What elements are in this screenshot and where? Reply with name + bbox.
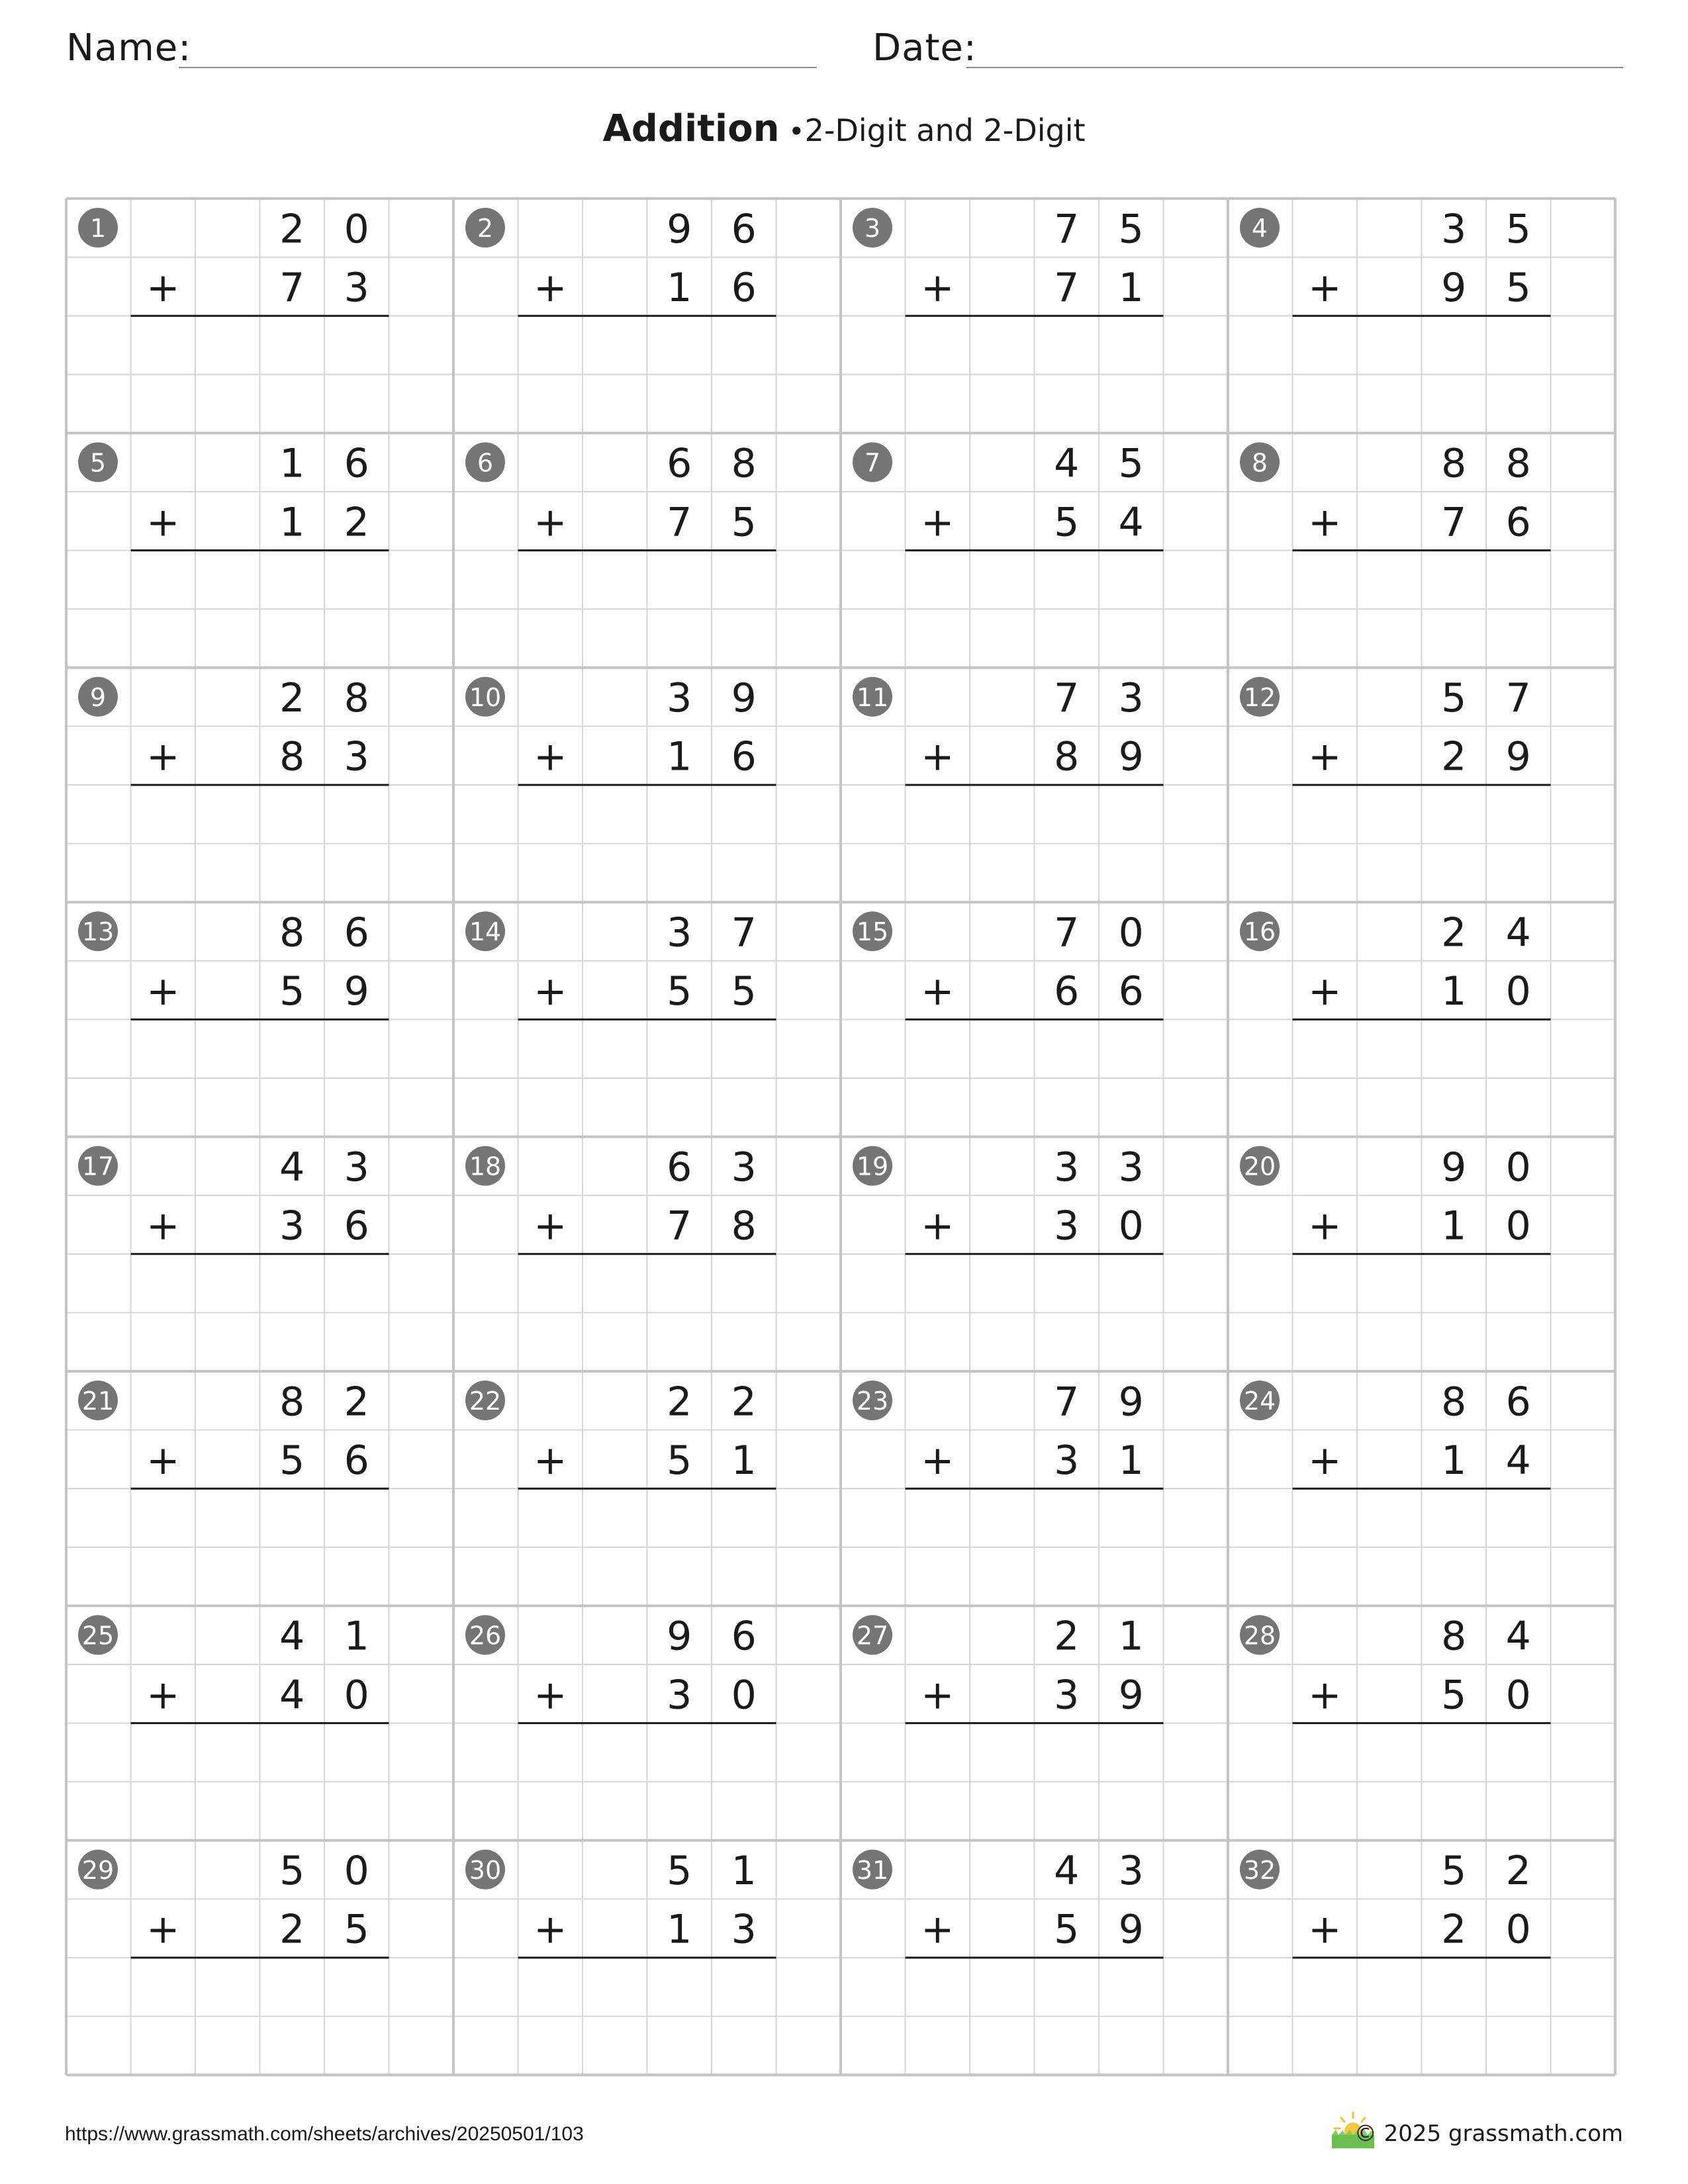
- plus-sign: +: [146, 499, 180, 546]
- bottom-tens-digit: 5: [279, 1437, 305, 1484]
- top-ones-digit: 6: [1505, 1379, 1531, 1426]
- top-tens-digit: 8: [279, 909, 305, 956]
- bottom-ones-digit: 6: [1118, 968, 1144, 1015]
- top-ones-digit: 9: [1118, 1379, 1144, 1426]
- top-ones-digit: 6: [344, 909, 369, 956]
- top-ones-digit: 0: [344, 1848, 369, 1895]
- plus-sign: +: [1308, 1906, 1342, 1953]
- plus-sign: +: [534, 264, 567, 311]
- footer-url[interactable]: https://www.grassmath.com/sheets/archives/20250501/103: [65, 2123, 584, 2145]
- bottom-tens-digit: 3: [1054, 1437, 1080, 1484]
- problem-number: 20: [1243, 1152, 1276, 1181]
- problem-number: 31: [856, 1855, 889, 1885]
- bottom-tens-digit: 4: [279, 1672, 305, 1719]
- bottom-tens-digit: 7: [279, 264, 305, 311]
- bottom-ones-digit: 6: [731, 264, 757, 311]
- bottom-tens-digit: 2: [1441, 733, 1467, 780]
- bottom-tens-digit: 5: [667, 1437, 692, 1484]
- bottom-tens-digit: 7: [667, 1203, 692, 1250]
- title-separator: •: [788, 115, 805, 148]
- bottom-tens-digit: 8: [1054, 733, 1080, 780]
- top-ones-digit: 3: [1118, 675, 1144, 722]
- bottom-tens-digit: 3: [279, 1203, 305, 1250]
- bottom-ones-digit: 5: [1505, 264, 1531, 311]
- top-tens-digit: 2: [279, 206, 305, 253]
- bottom-tens-digit: 5: [1054, 1906, 1080, 1953]
- top-ones-digit: 4: [1505, 1613, 1531, 1660]
- problem-number: 27: [856, 1621, 889, 1651]
- top-ones-digit: 1: [1118, 1613, 1144, 1660]
- plus-sign: +: [1308, 1672, 1342, 1719]
- problem-number: 24: [1243, 1387, 1276, 1416]
- top-ones-digit: 5: [1505, 206, 1531, 253]
- problem-number: 16: [1243, 917, 1276, 947]
- bottom-tens-digit: 1: [1441, 968, 1467, 1015]
- top-ones-digit: 3: [344, 1144, 369, 1191]
- top-tens-digit: 7: [1054, 675, 1080, 722]
- bottom-tens-digit: 7: [1441, 499, 1467, 546]
- bottom-ones-digit: 1: [731, 1437, 757, 1484]
- date-label: Date:: [872, 26, 977, 69]
- problem-number: 21: [81, 1387, 115, 1416]
- plus-sign: +: [146, 1672, 180, 1719]
- top-ones-digit: 6: [731, 1613, 757, 1660]
- name-label: Name:: [66, 26, 192, 69]
- top-tens-digit: 5: [279, 1848, 305, 1895]
- plus-sign: +: [534, 968, 567, 1015]
- problem-number: 18: [469, 1152, 502, 1181]
- top-ones-digit: 3: [1118, 1848, 1144, 1895]
- problem-number: 23: [856, 1387, 889, 1416]
- plus-sign: +: [921, 1672, 955, 1719]
- bottom-tens-digit: 1: [667, 733, 692, 780]
- top-ones-digit: 8: [731, 440, 757, 487]
- problem-number: 14: [469, 917, 502, 947]
- bottom-ones-digit: 8: [731, 1203, 757, 1250]
- plus-sign: +: [921, 1203, 955, 1250]
- top-ones-digit: 3: [1118, 1144, 1144, 1191]
- bottom-ones-digit: 0: [344, 1672, 369, 1719]
- bottom-ones-digit: 1: [1118, 264, 1144, 311]
- bottom-tens-digit: 5: [667, 968, 692, 1015]
- plus-sign: +: [146, 733, 180, 780]
- problem-number: 8: [1251, 448, 1268, 478]
- bottom-ones-digit: 0: [1505, 968, 1531, 1015]
- bottom-ones-digit: 3: [344, 733, 369, 780]
- plus-sign: +: [534, 1437, 567, 1484]
- top-tens-digit: 7: [1054, 1379, 1080, 1426]
- plus-sign: +: [534, 733, 567, 780]
- top-tens-digit: 3: [667, 909, 692, 956]
- bottom-tens-digit: 3: [667, 1672, 692, 1719]
- top-tens-digit: 4: [279, 1613, 305, 1660]
- problem-number: 30: [469, 1855, 502, 1885]
- plus-sign: +: [146, 1906, 180, 1953]
- bottom-ones-digit: 5: [731, 499, 757, 546]
- top-tens-digit: 5: [1441, 675, 1467, 722]
- bottom-ones-digit: 0: [1118, 1203, 1144, 1250]
- bottom-ones-digit: 5: [344, 1906, 369, 1953]
- bottom-tens-digit: 1: [279, 499, 305, 546]
- bottom-tens-digit: 3: [1054, 1203, 1080, 1250]
- bottom-ones-digit: 6: [344, 1437, 369, 1484]
- bottom-tens-digit: 1: [1441, 1437, 1467, 1484]
- problem-number: 11: [856, 682, 889, 712]
- top-tens-digit: 4: [1054, 440, 1080, 487]
- plus-sign: +: [1308, 499, 1342, 546]
- top-ones-digit: 7: [731, 909, 757, 956]
- bottom-tens-digit: 1: [1441, 1203, 1467, 1250]
- bottom-ones-digit: 6: [731, 733, 757, 780]
- plus-sign: +: [146, 1437, 180, 1484]
- bottom-tens-digit: 9: [1441, 264, 1467, 311]
- top-tens-digit: 5: [1441, 1848, 1467, 1895]
- top-tens-digit: 8: [279, 1379, 305, 1426]
- bottom-tens-digit: 2: [279, 1906, 305, 1953]
- top-tens-digit: 7: [1054, 909, 1080, 956]
- title-subtitle: 2-Digit and 2-Digit: [804, 113, 1086, 148]
- plus-sign: +: [1308, 733, 1342, 780]
- plus-sign: +: [921, 1437, 955, 1484]
- top-ones-digit: 1: [344, 1613, 369, 1660]
- top-ones-digit: 0: [1118, 909, 1144, 956]
- top-tens-digit: 4: [279, 1144, 305, 1191]
- plus-sign: +: [921, 733, 955, 780]
- top-ones-digit: 8: [344, 675, 369, 722]
- bottom-ones-digit: 0: [1505, 1906, 1531, 1953]
- top-ones-digit: 9: [731, 675, 757, 722]
- plus-sign: +: [921, 499, 955, 546]
- top-ones-digit: 6: [344, 440, 369, 487]
- top-ones-digit: 0: [344, 206, 369, 253]
- top-tens-digit: 3: [1054, 1144, 1080, 1191]
- bottom-ones-digit: 1: [1118, 1437, 1144, 1484]
- plus-sign: +: [921, 1906, 955, 1953]
- footer-copyright: © 2025 grassmath.com: [1354, 2120, 1623, 2147]
- top-ones-digit: 5: [1118, 440, 1144, 487]
- bottom-tens-digit: 6: [1054, 968, 1080, 1015]
- plus-sign: +: [534, 1906, 567, 1953]
- bottom-tens-digit: 1: [667, 1906, 692, 1953]
- problem-number: 19: [856, 1152, 889, 1181]
- bottom-ones-digit: 0: [1505, 1203, 1531, 1250]
- problem-number: 22: [469, 1387, 502, 1416]
- bottom-ones-digit: 0: [1505, 1672, 1531, 1719]
- bottom-ones-digit: 5: [731, 968, 757, 1015]
- plus-sign: +: [1308, 264, 1342, 311]
- plus-sign: +: [146, 968, 180, 1015]
- bottom-ones-digit: 6: [1505, 499, 1531, 546]
- top-tens-digit: 5: [667, 1848, 692, 1895]
- top-ones-digit: 2: [731, 1379, 757, 1426]
- bottom-tens-digit: 7: [1054, 264, 1080, 311]
- top-ones-digit: 5: [1118, 206, 1144, 253]
- top-ones-digit: 7: [1505, 675, 1531, 722]
- top-tens-digit: 2: [1441, 909, 1467, 956]
- plus-sign: +: [146, 1203, 180, 1250]
- bottom-tens-digit: 7: [667, 499, 692, 546]
- bottom-ones-digit: 9: [1118, 1672, 1144, 1719]
- top-tens-digit: 2: [1054, 1613, 1080, 1660]
- bottom-tens-digit: 5: [279, 968, 305, 1015]
- plus-sign: +: [1308, 1203, 1342, 1250]
- bottom-ones-digit: 6: [344, 1203, 369, 1250]
- problem-number: 2: [477, 214, 494, 243]
- top-ones-digit: 4: [1505, 909, 1531, 956]
- bottom-tens-digit: 1: [667, 264, 692, 311]
- bottom-ones-digit: 0: [731, 1672, 757, 1719]
- problem-number: 15: [856, 917, 889, 947]
- bottom-ones-digit: 9: [344, 968, 369, 1015]
- problem-number: 17: [81, 1152, 115, 1181]
- problem-number: 28: [1243, 1621, 1276, 1651]
- bottom-tens-digit: 3: [1054, 1672, 1080, 1719]
- top-tens-digit: 9: [667, 1613, 692, 1660]
- bottom-tens-digit: 5: [1441, 1672, 1467, 1719]
- plus-sign: +: [146, 264, 180, 311]
- bottom-ones-digit: 2: [344, 499, 369, 546]
- bottom-tens-digit: 5: [1054, 499, 1080, 546]
- top-tens-digit: 8: [1441, 1613, 1467, 1660]
- top-tens-digit: 6: [667, 440, 692, 487]
- top-tens-digit: 2: [279, 675, 305, 722]
- problem-number: 13: [81, 917, 115, 947]
- bottom-ones-digit: 3: [731, 1906, 757, 1953]
- problem-number: 29: [81, 1855, 115, 1885]
- top-tens-digit: 2: [667, 1379, 692, 1426]
- plus-sign: +: [1308, 1437, 1342, 1484]
- problem-number: 12: [1243, 682, 1276, 712]
- bottom-ones-digit: 4: [1505, 1437, 1531, 1484]
- plus-sign: +: [534, 1203, 567, 1250]
- top-tens-digit: 1: [279, 440, 305, 487]
- plus-sign: +: [921, 264, 955, 311]
- problem-number: 10: [469, 682, 502, 712]
- top-tens-digit: 4: [1054, 1848, 1080, 1895]
- plus-sign: +: [534, 1672, 567, 1719]
- plus-sign: +: [534, 499, 567, 546]
- bottom-ones-digit: 9: [1118, 1906, 1144, 1953]
- top-tens-digit: 3: [667, 675, 692, 722]
- bottom-ones-digit: 9: [1505, 733, 1531, 780]
- bottom-tens-digit: 8: [279, 733, 305, 780]
- bottom-ones-digit: 9: [1118, 733, 1144, 780]
- problem-number: 26: [469, 1621, 502, 1651]
- top-tens-digit: 3: [1441, 206, 1467, 253]
- problem-number: 7: [864, 448, 881, 478]
- top-ones-digit: 8: [1505, 440, 1531, 487]
- top-tens-digit: 9: [1441, 1144, 1467, 1191]
- top-tens-digit: 7: [1054, 206, 1080, 253]
- top-tens-digit: 8: [1441, 440, 1467, 487]
- top-tens-digit: 6: [667, 1144, 692, 1191]
- top-ones-digit: 6: [731, 206, 757, 253]
- top-ones-digit: 1: [731, 1848, 757, 1895]
- top-tens-digit: 8: [1441, 1379, 1467, 1426]
- plus-sign: +: [921, 968, 955, 1015]
- title-main: Addition: [602, 107, 780, 150]
- bottom-tens-digit: 2: [1441, 1906, 1467, 1953]
- bottom-ones-digit: 4: [1118, 499, 1144, 546]
- top-ones-digit: 2: [1505, 1848, 1531, 1895]
- problem-number: 25: [81, 1621, 115, 1651]
- top-ones-digit: 2: [344, 1379, 369, 1426]
- top-ones-digit: 3: [731, 1144, 757, 1191]
- plus-sign: +: [1308, 968, 1342, 1015]
- problem-number: 5: [89, 448, 107, 478]
- problem-number: 6: [477, 448, 494, 478]
- top-tens-digit: 9: [667, 206, 692, 253]
- problem-number: 4: [1251, 214, 1268, 243]
- problem-number: 3: [864, 214, 881, 243]
- bottom-ones-digit: 3: [344, 264, 369, 311]
- problem-number: 9: [89, 682, 107, 712]
- problem-number: 1: [89, 214, 107, 243]
- top-ones-digit: 0: [1505, 1144, 1531, 1191]
- problem-number: 32: [1243, 1855, 1276, 1885]
